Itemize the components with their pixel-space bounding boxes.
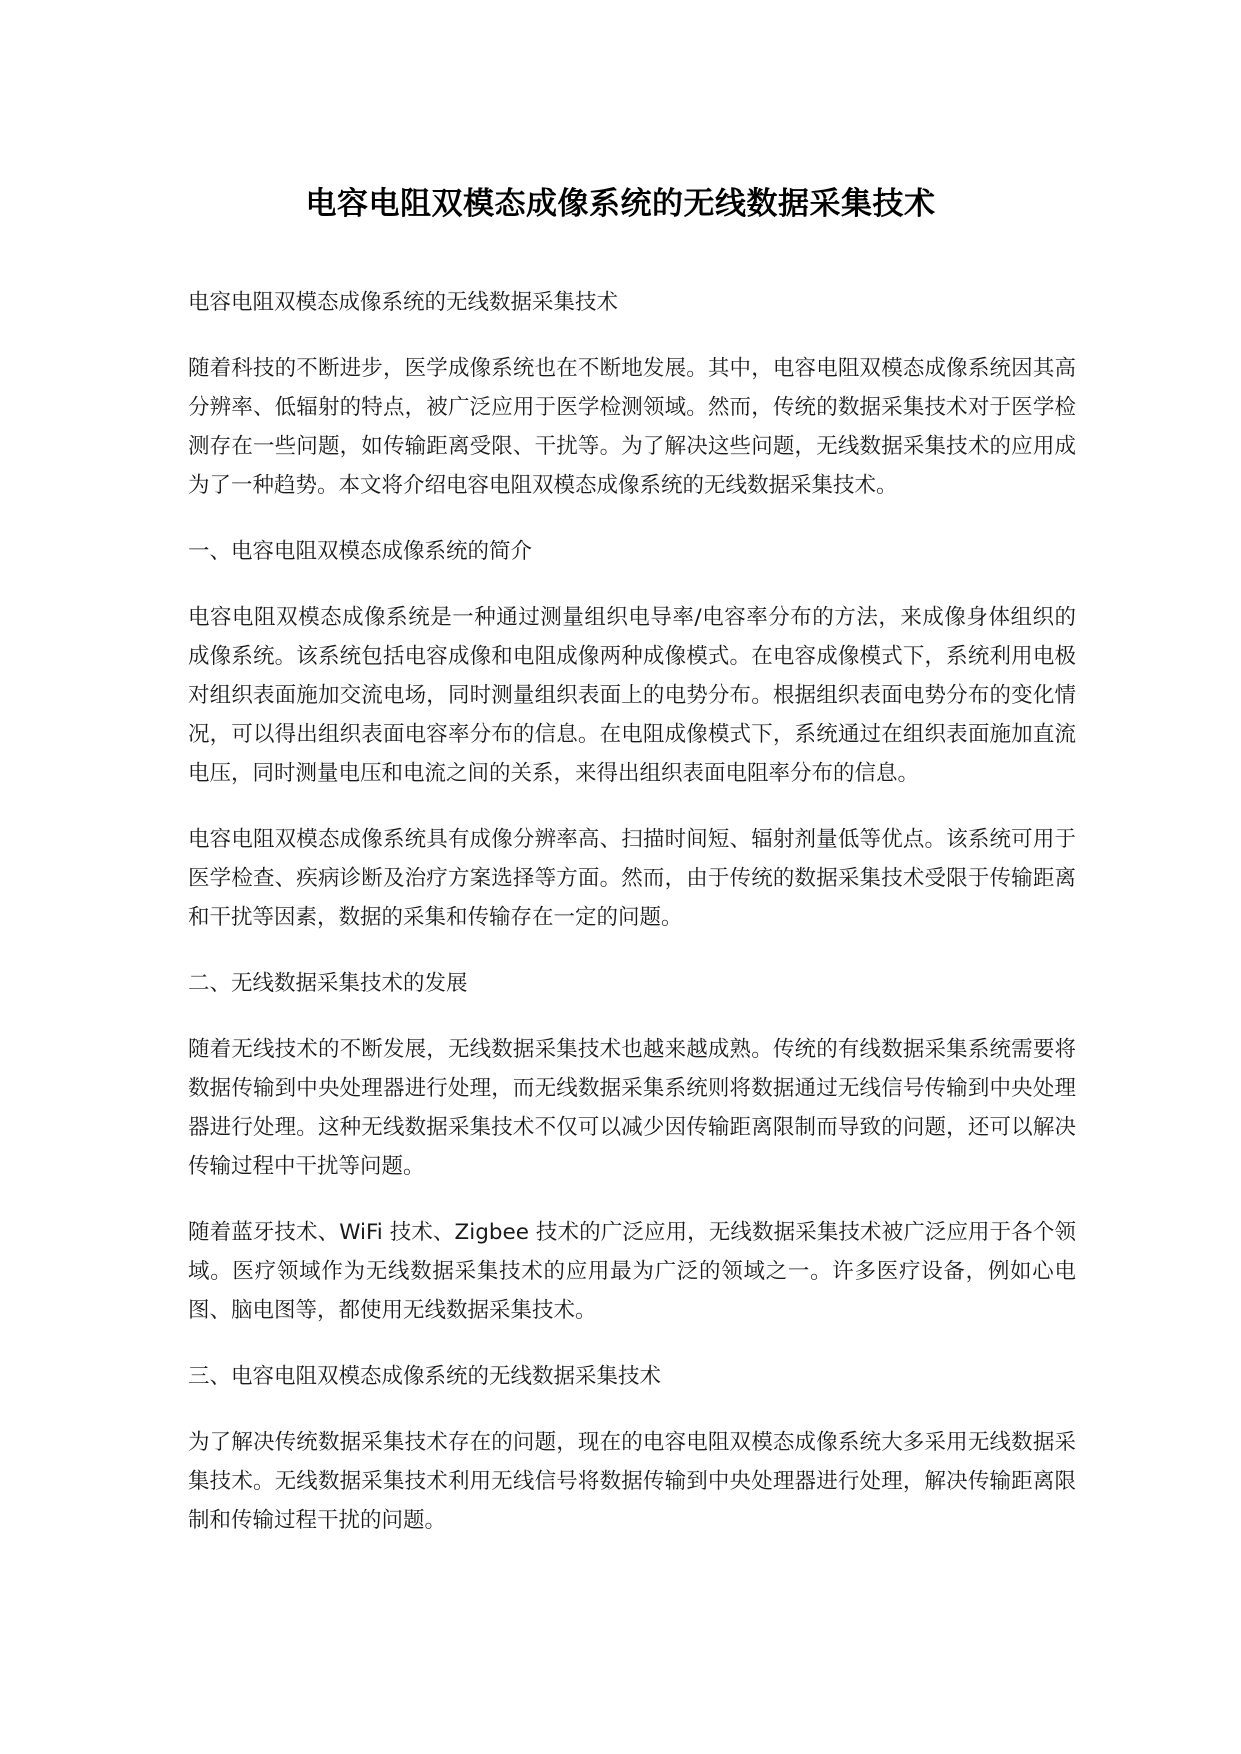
body-paragraph: 电容电阻双模态成像系统是一种通过测量组织电导率/电容率分布的方法，来成像身体组织的成像系统。该系统包括电容成像和电阻成像两种成像模式。在电容成像模式下，系统利用电极对组织表面施加交流电场，同时测量组织表面上的电势分布。根据组织表面电势分布的变化情况，可以得出组织表面电容率分布的信息。在电阻成像模式下，系统通过在组织表面施加直流电压，同时测量电压和电流之间的关系，来得出组织表面电阻率分布的信息。 [188,605,1076,786]
subtitle-paragraph: 电容电阻双模态成像系统的无线数据采集技术 [188,290,619,315]
body-paragraph: 为了解决传统数据采集技术存在的问题，现在的电容电阻双模态成像系统大多采用无线数据采集技术。无线数据采集技术利用无线信号将数据传输到中央处理器进行处理，解决传输距离限制和传输过程干扰的问题。 [188,1430,1076,1533]
body-paragraph: 随着无线技术的不断发展，无线数据采集技术也越来越成熟。传统的有线数据采集系统需要将数据传输到中央处理器进行处理，而无线数据采集系统则将数据通过无线信号传输到中央处理器进行处理。这种无线数据采集技术不仅可以减少因传输距离限制而导致的问题，还可以解决传输过程中干扰等问题。 [188,1037,1076,1179]
section-heading-1: 一、电容电阻双模态成像系统的简介 [188,539,533,564]
body-paragraph: 随着蓝牙技术、WiFi 技术、Zigbee 技术的广泛应用，无线数据采集技术被广泛应用于各个领域。医疗领域作为无线数据采集技术的应用最为广泛的领域之一。许多医疗设备，例如心电图、脑电图等，都使用无线数据采集技术。 [188,1220,1076,1323]
section-heading-3: 三、电容电阻双模态成像系统的无线数据采集技术 [188,1364,662,1389]
intro-paragraph: 随着科技的不断进步，医学成像系统也在不断地发展。其中，电容电阻双模态成像系统因其高分辨率、低辐射的特点，被广泛应用于医学检测领域。然而，传统的数据采集技术对于医学检测存在一些问题，如传输距离受限、干扰等。为了解决这些问题，无线数据采集技术的应用成为了一种趋势。本文将介绍电容电阻双模态成像系统的无线数据采集技术。 [188,356,1076,498]
section-heading-2: 二、无线数据采集技术的发展 [188,971,468,996]
document-body [188,283,1076,1567]
document-title: 电容电阻双模态成像系统的无线数据采集技术 [305,186,936,222]
body-paragraph: 电容电阻双模态成像系统具有成像分辨率高、扫描时间短、辐射剂量低等优点。该系统可用于医学检查、疾病诊断及治疗方案选择等方面。然而，由于传统的数据采集技术受限于传输距离和干扰等因素，数据的采集和传输存在一定的问题。 [188,827,1076,930]
